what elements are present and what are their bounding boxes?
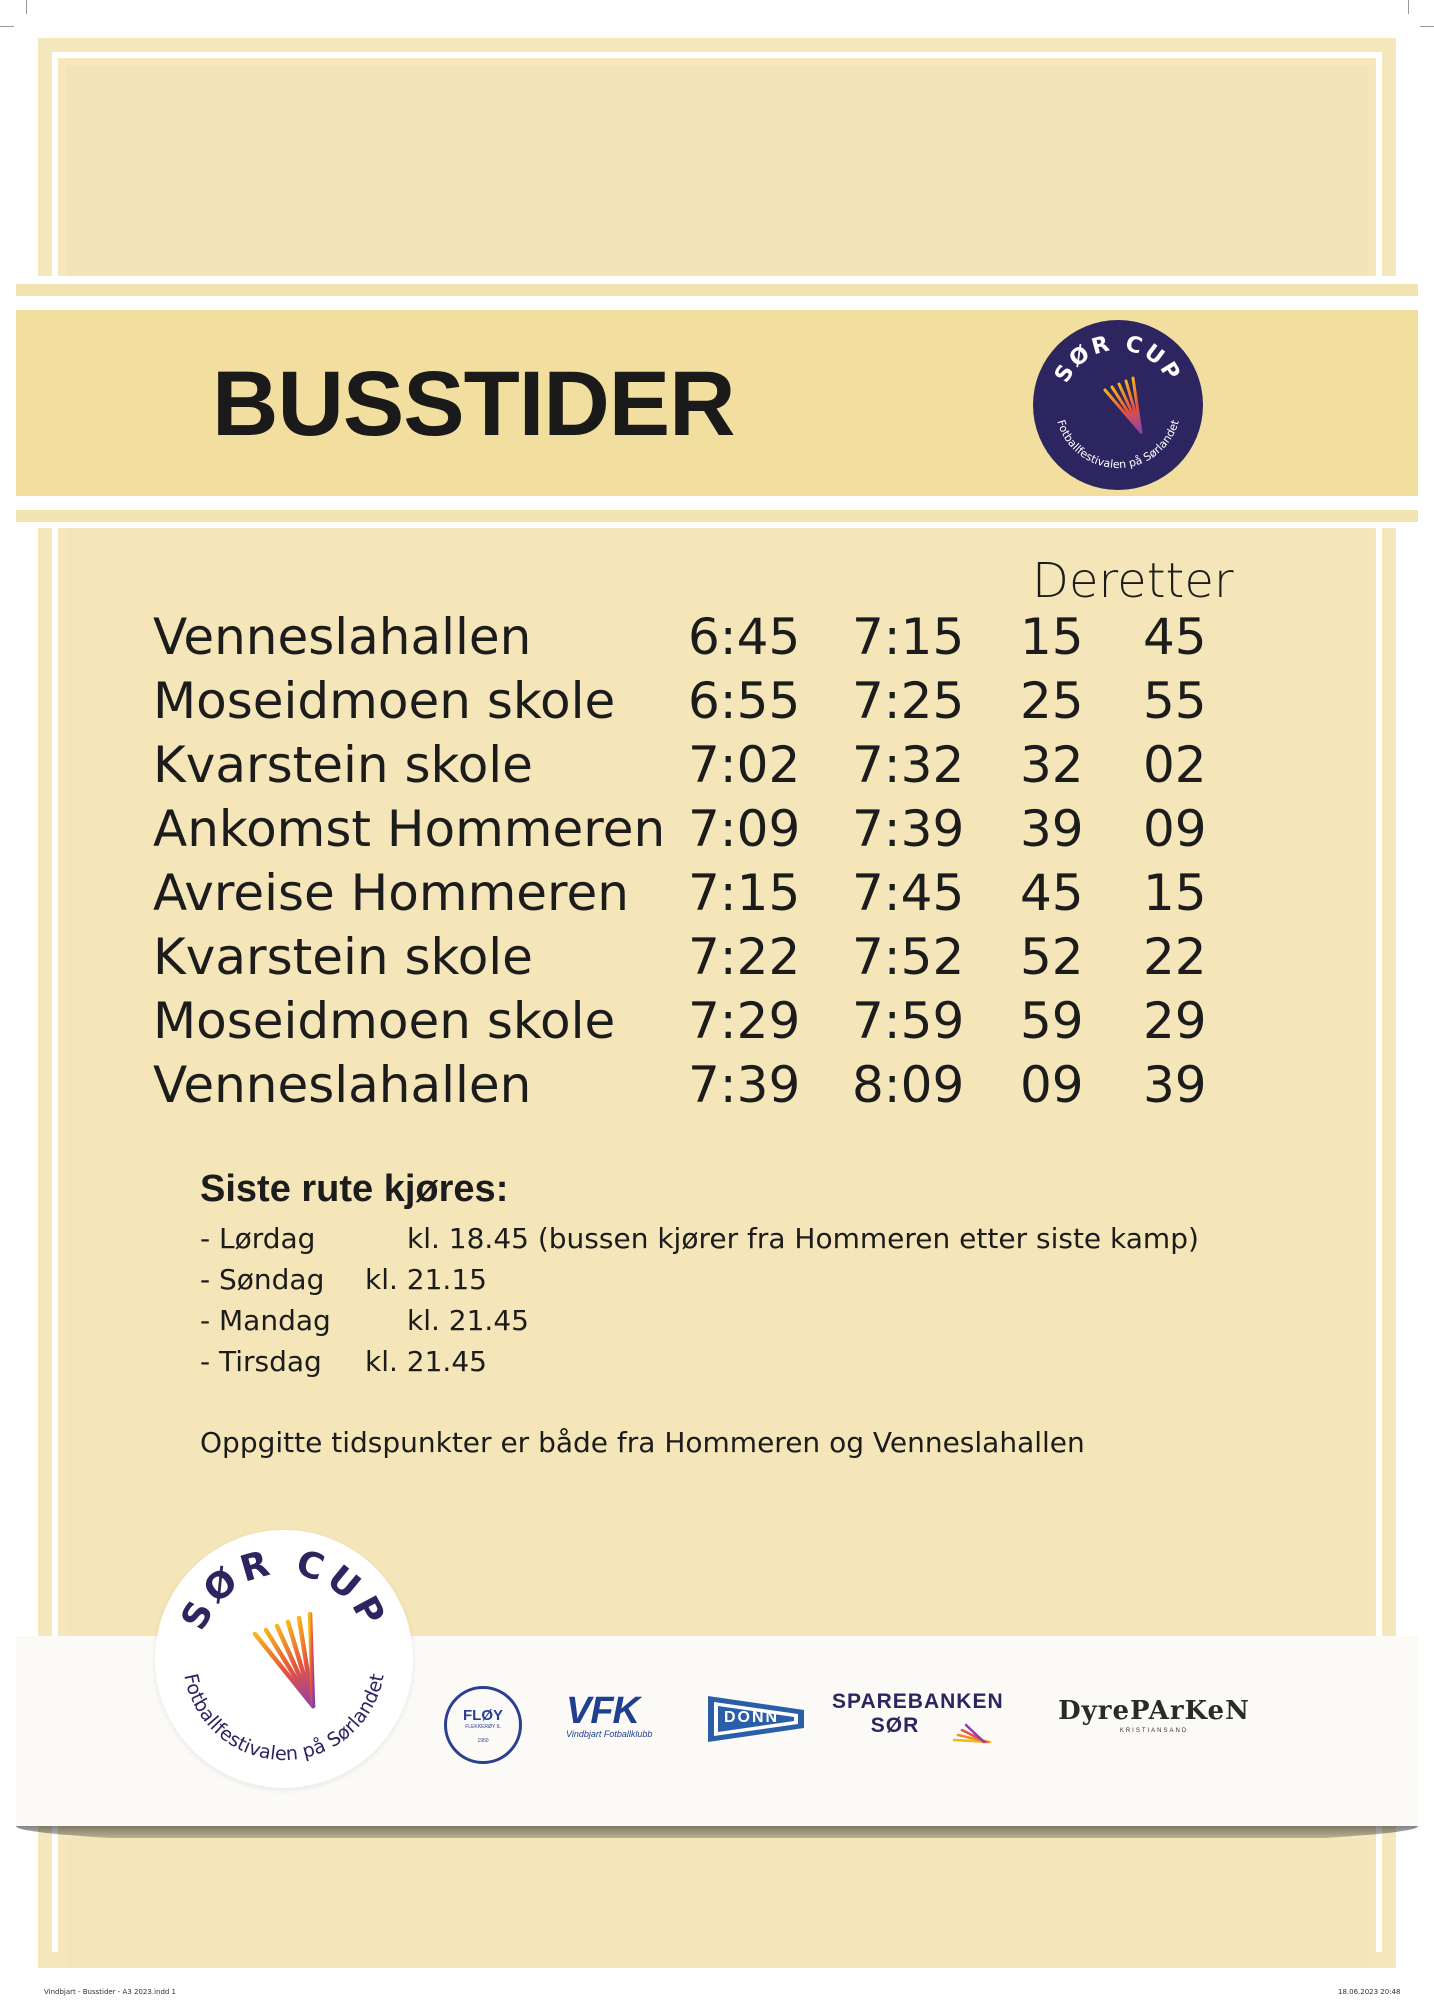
minutes-after-1: 39 — [1020, 800, 1084, 858]
departure-1: 7:22 — [688, 928, 801, 986]
band-gap — [16, 276, 1418, 284]
donn-logo — [706, 1692, 806, 1746]
sparebanken-stripes-icon — [952, 1720, 992, 1746]
sor-cup-logo-large-icon — [155, 1530, 413, 1788]
stop-name: Moseidmoen skole — [153, 672, 616, 730]
departure-2: 7:15 — [852, 608, 965, 666]
minutes-after-1: 09 — [1020, 1056, 1084, 1114]
departure-1: 6:45 — [688, 608, 801, 666]
minutes-after-1: 59 — [1020, 992, 1084, 1050]
departure-2: 7:39 — [852, 800, 965, 858]
minutes-after-1: 25 — [1020, 672, 1084, 730]
last-route-time: kl. 21.15 — [365, 1263, 487, 1296]
minutes-after-2: 09 — [1143, 800, 1207, 858]
donn-name: DONN — [724, 1709, 780, 1726]
dyreparken-logo — [1054, 1696, 1254, 1746]
minutes-after-2: 45 — [1143, 608, 1207, 666]
sparebanken-logo — [832, 1690, 1004, 1756]
departure-2: 7:45 — [852, 864, 965, 922]
schedule-row — [150, 672, 1250, 736]
departure-1: 7:29 — [688, 992, 801, 1050]
schedule-row — [150, 928, 1250, 992]
band-gap — [16, 522, 1418, 528]
minutes-after-2: 55 — [1143, 672, 1207, 730]
minutes-after-2: 02 — [1143, 736, 1207, 794]
schedule-row — [150, 864, 1250, 928]
stop-name: Venneslahallen — [153, 1056, 532, 1114]
last-route-time: kl. 21.45 — [365, 1345, 487, 1378]
departure-1: 7:15 — [688, 864, 801, 922]
departure-2: 7:25 — [852, 672, 965, 730]
floy-name: FLØY — [463, 1707, 503, 1724]
departure-2: 7:59 — [852, 992, 965, 1050]
minutes-after-1: 52 — [1020, 928, 1084, 986]
crop-mark — [1408, 0, 1409, 14]
crop-mark — [0, 26, 14, 27]
schedule-row — [150, 736, 1250, 800]
dyreparken-name: DyrePArKeN — [1058, 1696, 1250, 1726]
band-stripe — [16, 284, 1418, 296]
frame-gap — [52, 52, 1382, 58]
last-route-day: - Mandag — [200, 1304, 331, 1337]
stop-name: Moseidmoen skole — [153, 992, 616, 1050]
departure-1: 7:39 — [688, 1056, 801, 1114]
svg-text:SØR CUP: SØR CUP — [1050, 330, 1186, 388]
svg-text:Fotballfestivalen på Sørlandet: Fotballfestivalen på Sørlandet — [1054, 418, 1182, 472]
last-route-day: - Tirsdag — [200, 1345, 322, 1378]
schedule-row — [150, 1056, 1250, 1120]
crop-mark — [26, 0, 27, 14]
departure-2: 7:52 — [852, 928, 965, 986]
page-title: BUSSTIDER — [212, 353, 735, 455]
departure-1: 6:55 — [688, 672, 801, 730]
sor-cup-logo-large — [155, 1530, 413, 1788]
departure-2: 8:09 — [852, 1056, 965, 1114]
band-stripe — [16, 510, 1418, 522]
stop-name: Kvarstein skole — [153, 928, 533, 986]
vfk-logo — [566, 1690, 680, 1756]
minutes-after-2: 22 — [1143, 928, 1207, 986]
deretter-label: Deretter — [1032, 553, 1234, 609]
sor-cup-logo — [1033, 320, 1203, 490]
last-route-day: - Søndag — [200, 1263, 325, 1296]
band-gap — [16, 296, 1418, 310]
timing-note: Oppgitte tidspunkter er både fra Hommeren og Venneslahallen — [200, 1426, 1085, 1459]
minutes-after-1: 15 — [1020, 608, 1084, 666]
departure-1: 7:02 — [688, 736, 801, 794]
stop-name: Venneslahallen — [153, 608, 532, 666]
vfk-subtitle: Vindbjart Fotballklubb — [566, 1729, 653, 1739]
svg-text:SØR CUP: SØR CUP — [173, 1541, 395, 1637]
minutes-after-2: 15 — [1143, 864, 1207, 922]
vfk-name: VFK — [566, 1690, 639, 1732]
sparebanken-name: SPAREBANKEN — [832, 1690, 1004, 1713]
floy-year: 1950 — [477, 1738, 489, 1744]
departure-1: 7:09 — [688, 800, 801, 858]
crop-mark — [1420, 26, 1434, 27]
minutes-after-2: 39 — [1143, 1056, 1207, 1114]
minutes-after-2: 29 — [1143, 992, 1207, 1050]
dyreparken-subtitle: KRISTIANSAND — [1119, 1728, 1189, 1734]
band-gap — [16, 496, 1418, 510]
schedule-row — [150, 800, 1250, 864]
floy-subtitle: FLEKKERØY IL — [465, 1724, 501, 1730]
print-info-left: Vindbjart - Busstider - A3 2023.indd 1 — [44, 1988, 177, 1996]
minutes-after-1: 45 — [1020, 864, 1084, 922]
schedule-row — [150, 608, 1250, 672]
stop-name: Ankomst Hommeren — [153, 800, 666, 858]
sparebanken-name-2: SØR — [870, 1714, 920, 1737]
schedule-row — [150, 992, 1250, 1056]
last-route-time: kl. 18.45 (bussen kjører fra Hommeren etter siste kamp) — [407, 1222, 1199, 1255]
bottom-panel — [66, 1838, 1368, 1968]
stop-name: Kvarstein skole — [153, 736, 533, 794]
last-route-day: - Lørdag — [200, 1222, 316, 1255]
svg-text:Fotballfestivalen på Sørlandet: Fotballfestivalen på Sørlandet — [179, 1671, 389, 1766]
floy-logo — [444, 1686, 522, 1764]
departure-2: 7:32 — [852, 736, 965, 794]
minutes-after-1: 32 — [1020, 736, 1084, 794]
last-route-time: kl. 21.45 — [407, 1304, 529, 1337]
sor-cup-logo-icon — [1033, 320, 1203, 490]
print-info-right: 18.06.2023 20:48 — [1338, 1988, 1401, 1996]
stop-name: Avreise Hommeren — [153, 864, 629, 922]
last-route-title: Siste rute kjøres: — [200, 1168, 509, 1210]
top-panel — [66, 66, 1368, 276]
